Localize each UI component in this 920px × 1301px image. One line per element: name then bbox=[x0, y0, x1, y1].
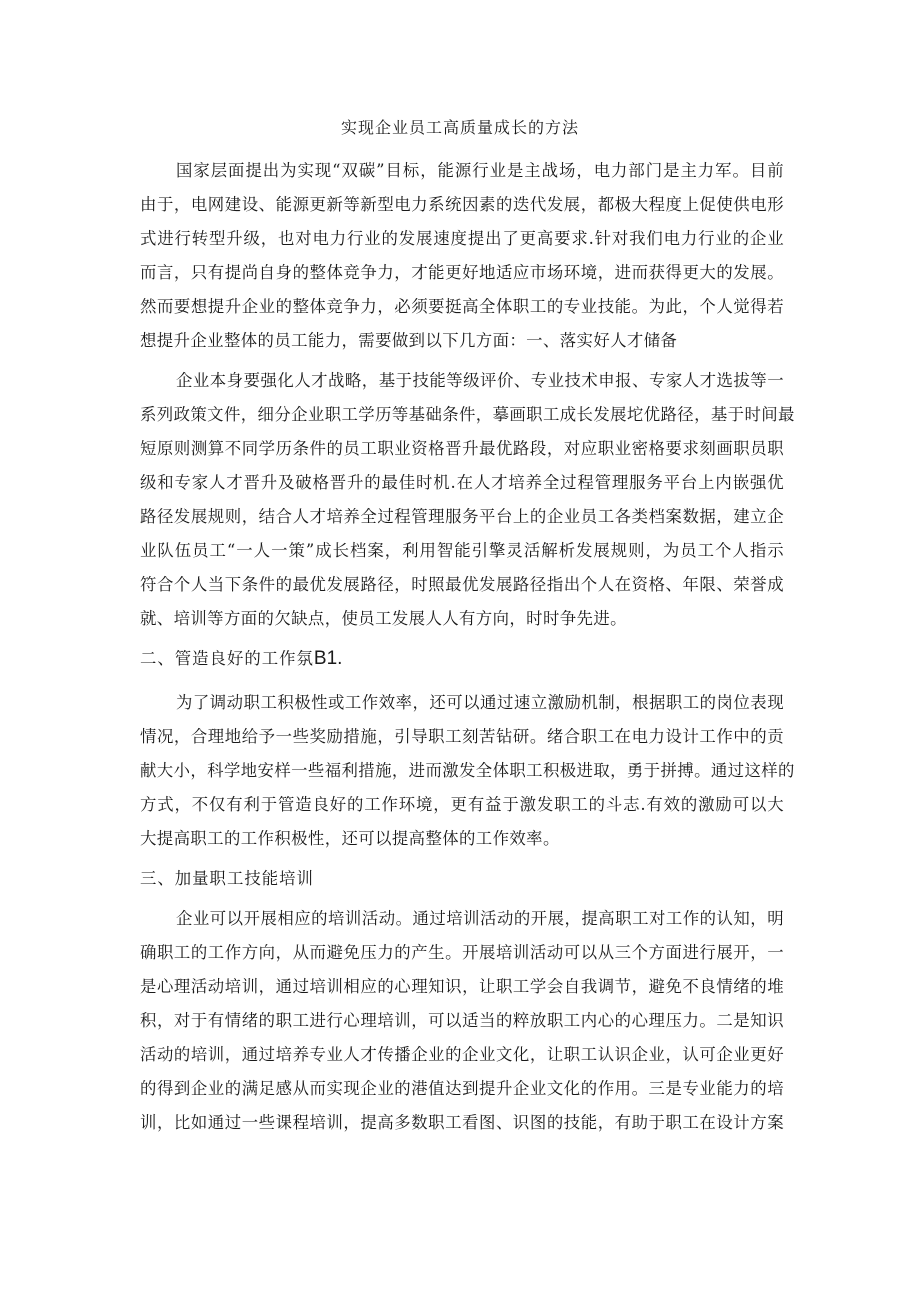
paragraph-2-line: 就、培训等方面的欠缺点，使员工发展人人有方向，时时争先进。 bbox=[140, 609, 627, 628]
paragraph-1-line: 然而要想提升企业的整体竞争力，必须要挺高全体职工的专业技能。为此，个人觉得若 bbox=[140, 297, 784, 316]
paragraph-4-line: 训，比如通过一些课程培训，提高多数职工看图、识图的技能，有助于职工在设计方案 bbox=[140, 1113, 784, 1132]
document-title: 实现企业员工高质量成长的方法 bbox=[340, 118, 579, 137]
paragraph-3-line: 献大小，科学地安样一些福利措施，进而激发全体职工积极进取，勇于拼搏。通过这样的 bbox=[140, 761, 795, 780]
paragraph-4-line: 的得到企业的满足感从而实现企业的港值达到提升企业文化的作用。三是专业能力的培 bbox=[140, 1079, 784, 1098]
paragraph-3-line: 大提高职工的工作积极性，还可以提高整体的工作效率。 bbox=[140, 829, 560, 848]
section-heading-2-suffix: B1. bbox=[313, 648, 343, 669]
paragraph-2-line: 短原则测算不同学历条件的员工职业资格晋升最优路段，对应职业密格要求刻画职员职 bbox=[140, 439, 784, 458]
paragraph-4-line: 是心理活动培训，通过培训相应的心理知识，让职工学会自我调节，避免不良情绪的堆 bbox=[140, 977, 784, 996]
paragraph-2-line: 路径发展规则，结合人才培养全过程管理服务平台上的企业员工各类档案数据，建立企 bbox=[140, 507, 784, 526]
paragraph-2-line: 企业本身要强化人才战略，基于技能等级评价、专业技术申报、专家人才选拔等一 bbox=[176, 371, 784, 390]
section-heading-2 bbox=[140, 642, 342, 676]
paragraph-3-line: 为了调动职工积极性或工作效率，还可以通过速立激励机制，根据职工的岗位表现 bbox=[176, 693, 784, 712]
paragraph-4-line: 确职工的工作方向，从而避免压力的产生。开展培训活动可以从三个方面进行展开，一 bbox=[140, 943, 784, 962]
section-heading-2-text: 二、管造良好的工作氛 bbox=[140, 649, 314, 668]
paragraph-2-line: 级和专家人才晋升及破格晋升的最佳时机.在人才培养全过程管理服务平台上内嵌强优 bbox=[140, 473, 784, 492]
paragraph-4-line: 积，对于有情绪的职工进行心理培训，可以适当的粹放职工内心的心理压力。二是知识 bbox=[140, 1011, 784, 1030]
paragraph-1-line: 由于，电网建设、能源更新等新型电力系统因素的迭代发展，都极大程度上促使供电形 bbox=[140, 195, 784, 214]
paragraph-1-line: 而言，只有提尚自身的整体竞争力，才能更好地适应市场环境，进而获得更大的发展。 bbox=[140, 263, 784, 282]
paragraph-3-line: 情况，合理地给予一些奖励措施，引导职工刻苦钻研。绪合职工在电力设计工作中的贡 bbox=[140, 727, 784, 746]
paragraph-4-line: 企业可以开展相应的培训活动。通过培训活动的开展，提高职工对工作的认知，明 bbox=[176, 909, 784, 928]
paragraph-1-line: 想提升企业整体的员工能力，需要做到以下几方面：一、落实好人才储备 bbox=[140, 331, 678, 350]
paragraph-2-line: 业队伍员工“一人一策”成长档案，利用智能引擎灵活解析发展规则，为员工个人指示 bbox=[140, 541, 784, 560]
section-heading-3: 三、加量职工技能培训 bbox=[140, 869, 314, 888]
paragraph-1-line: 国家层面提出为实现“双碳”目标，能源行业是主战场，电力部门是主力军。目前 bbox=[176, 161, 784, 180]
paragraph-1-line: 式进行转型升级，也对电力行业的发展速度提出了更高要求.针对我们电力行业的企业 bbox=[140, 229, 784, 248]
paragraph-2-line: 系列政策文件，细分企业职工学历等基础条件，摹画职工成长发展坨优路径，基于时间最 bbox=[140, 405, 795, 424]
paragraph-2-line: 符合个人当下条件的最优发展路径，时照最优发展路径指出个人在资格、年限、荣誉成 bbox=[140, 575, 784, 594]
paragraph-4-line: 活动的培训，通过培养专业人才传播企业的企业文化，让职工认识企业，认可企业更好 bbox=[140, 1045, 784, 1064]
paragraph-3-line: 方式，不仅有利于管造良好的工作环境，更有益于激发职工的斗志.有效的激励可以大 bbox=[140, 795, 784, 814]
